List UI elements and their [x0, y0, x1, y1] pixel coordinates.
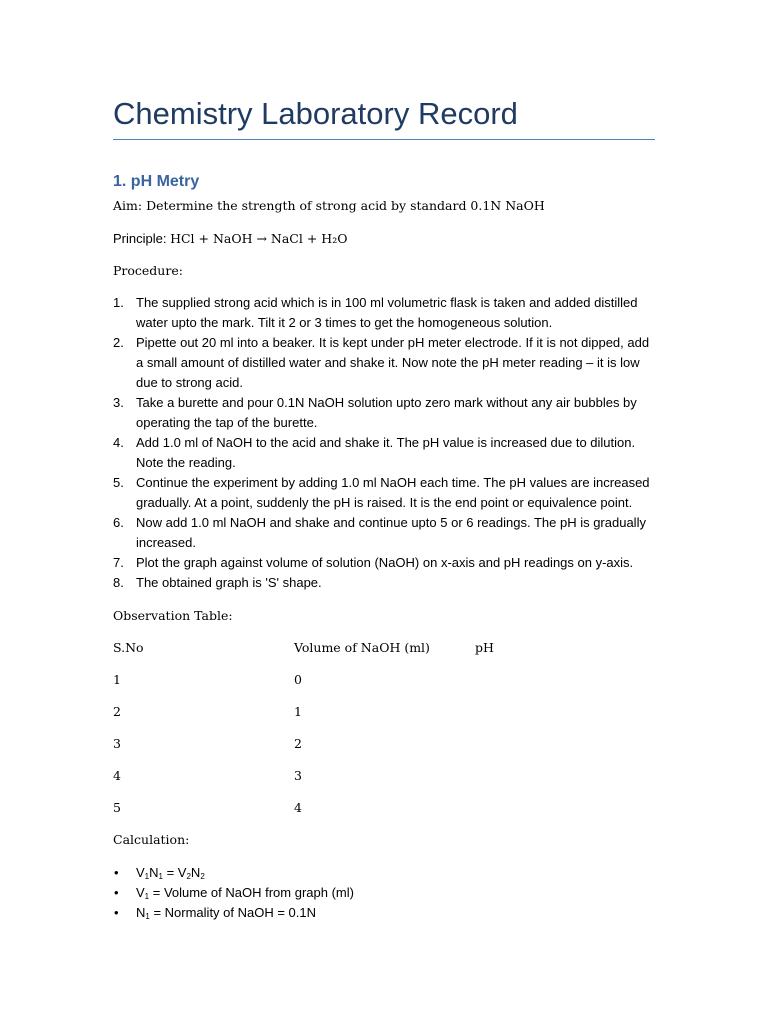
table-cell: 4 — [294, 800, 302, 815]
formula-text: = Normality of NaOH = 0.1N — [149, 905, 317, 920]
calculation-label: Calculation: — [113, 832, 190, 847]
step-number: 6. — [113, 515, 124, 530]
step-text: Take a burette and pour 0.1N NaOH solution upto zero mark without any air bubbles by operating the tap of the burette. — [136, 395, 637, 430]
calculation-item — [113, 903, 655, 923]
formula-subscript: 1 — [158, 872, 163, 881]
table-cell: 0 — [294, 672, 302, 687]
table-row — [113, 799, 655, 831]
section-heading: 1. pH Metry — [113, 173, 200, 190]
step-number: 1. — [113, 295, 124, 310]
calculation-list — [113, 863, 655, 923]
procedure-label: Procedure: — [113, 263, 183, 278]
table-cell: 3 — [113, 736, 121, 751]
calculation-item — [113, 863, 655, 883]
title-divider — [113, 139, 655, 140]
step-number: 7. — [113, 555, 124, 570]
observation-table-label: Observation Table: — [113, 608, 233, 623]
formula-subscript: 1 — [144, 872, 150, 881]
principle-equation: HCl + NaOH → NaCl + H₂O — [170, 231, 348, 246]
formula-symbol: V — [136, 865, 145, 880]
step-text: The obtained graph is 'S' shape. — [136, 575, 322, 590]
procedure-step — [113, 433, 658, 473]
table-header-row — [113, 639, 655, 671]
formula-subscript: 2 — [186, 872, 191, 881]
formula-symbol: N — [136, 905, 146, 920]
table-row — [113, 735, 655, 767]
table-cell: 2 — [113, 704, 121, 719]
principle-label: Principle: — [113, 231, 171, 246]
procedure-step — [113, 333, 658, 393]
table-cell: 3 — [294, 768, 302, 783]
formula-symbol: V — [177, 865, 187, 880]
formula-symbol: N — [190, 865, 201, 880]
step-number: 4. — [113, 435, 124, 450]
step-number: 8. — [113, 575, 124, 590]
aim-line — [113, 197, 545, 215]
step-number: 5. — [113, 475, 124, 490]
step-text: Continue the experiment by adding 1.0 ml NaOH each time. The pH values are increased gradually. At a point, suddenly the pH is raised. It is the end point or equivalence point. — [136, 475, 650, 510]
step-number: 2. — [113, 335, 124, 350]
table-header: Volume of NaOH (ml) — [294, 640, 430, 655]
formula-symbol: N — [149, 865, 159, 880]
formula-symbol: V — [136, 885, 145, 900]
document-title: Chemistry Laboratory Record — [113, 96, 518, 131]
procedure-step — [113, 553, 658, 573]
procedure-step — [113, 393, 658, 433]
table-cell: 4 — [113, 768, 121, 783]
observation-table — [113, 639, 655, 831]
aim-text: Determine the strength of strong acid by standard 0.1N NaOH — [146, 198, 545, 213]
table-row — [113, 671, 655, 703]
bullet-icon: • — [114, 885, 119, 900]
table-row — [113, 703, 655, 735]
procedure-step — [113, 473, 658, 513]
procedure-step — [113, 293, 658, 333]
formula-text: = Volume of NaOH from graph (ml) — [149, 885, 354, 900]
table-cell: 2 — [294, 736, 302, 751]
step-number: 3. — [113, 395, 124, 410]
table-cell: 1 — [294, 704, 302, 719]
procedure-steps — [113, 293, 658, 593]
table-cell: 1 — [113, 672, 121, 687]
calculation-item — [113, 883, 655, 903]
bullet-icon: • — [114, 865, 119, 880]
procedure-step — [113, 513, 658, 553]
table-header: pH — [475, 640, 494, 655]
procedure-step — [113, 573, 658, 593]
step-text: Plot the graph against volume of solution (NaOH) on x-axis and pH readings on y-axis. — [136, 555, 634, 570]
step-text: Pipette out 20 ml into a beaker. It is kept under pH meter electrode. If it is not dipped, add a small amount of distilled water and shake it. Now note the pH meter reading – it is low due to strong acid. — [136, 335, 650, 390]
table-row — [113, 767, 655, 799]
formula-subscript: 1 — [144, 892, 150, 901]
table-cell: 5 — [113, 800, 121, 815]
principle-line — [113, 230, 347, 248]
step-text: Now add 1.0 ml NaOH and shake and continue upto 5 or 6 readings. The pH is gradually increased. — [136, 515, 646, 550]
bullet-icon: • — [114, 905, 119, 920]
formula-equals: = — [162, 865, 178, 880]
aim-label: Aim: — [113, 198, 147, 213]
table-header: S.No — [113, 640, 144, 655]
formula-subscript: 1 — [145, 912, 150, 921]
step-text: Add 1.0 ml of NaOH to the acid and shake it. The pH value is increased due to dilution. Note the reading. — [136, 435, 636, 470]
formula-subscript: 2 — [200, 872, 205, 881]
step-text: The supplied strong acid which is in 100 ml volumetric flask is taken and added distilled water upto the mark. Tilt it 2 or 3 times to get the homogeneous solution. — [136, 295, 638, 330]
